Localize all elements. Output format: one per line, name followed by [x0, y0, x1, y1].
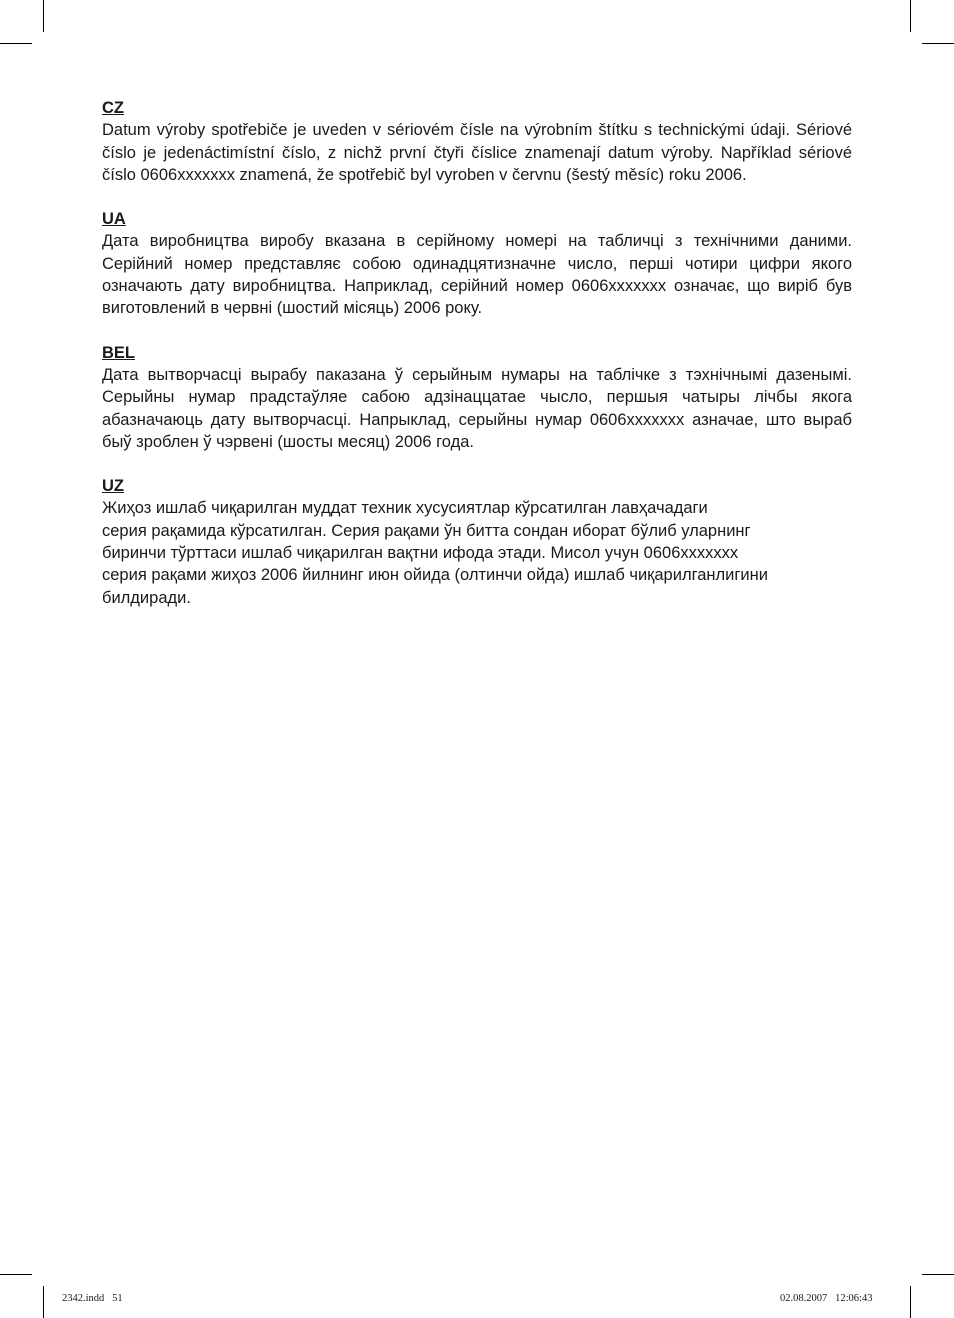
crop-mark-bottom-left-horizontal	[0, 1274, 32, 1275]
crop-mark-top-left-horizontal	[0, 43, 32, 44]
section-bel	[102, 342, 852, 453]
footer-date-time: 02.08.2007 12:06:43	[780, 1293, 873, 1304]
crop-mark-top-right-horizontal	[922, 43, 954, 44]
section-cz	[102, 97, 852, 186]
crop-mark-bottom-right-horizontal	[922, 1274, 954, 1275]
section-heading: UA	[102, 210, 126, 229]
section-heading: CZ	[102, 99, 124, 117]
section-uz	[102, 475, 852, 609]
section-body: Datum výroby spotřebiče je uveden v sériovém čísle na výrobním štítku s technickými údaji. Sériové číslo je jedenáctimístní číslo, z nichž první čtyři číslice znamenají datum výroby. Například sériové číslo 0606xxxxxxx znamená, že spotřebič byl vyroben v červnu (šestý měsíc) roku 2006.	[102, 121, 852, 184]
page-content	[102, 97, 852, 631]
crop-mark-top-left-vertical	[43, 0, 44, 32]
crop-mark-bottom-left-vertical	[43, 1286, 44, 1318]
crop-mark-top-right-vertical	[910, 0, 911, 32]
section-body: Дата вытворчасці вырабу паказана ў серыйным нумары на таблічке з тэхнічнымі дазенымі. Серыйны нумар прадстаўляе сабою адзінаццатае чысло, першыя чатыры лічбы якога абазначаюць дату вытворчасці. Напрыклад, серыйны нумар 0606xxxxxxx азначае, што выраб быў зроблен ў чэрвені (шосты месяц) 2006 года.	[102, 365, 852, 451]
section-body: Жиҳоз ишлаб чиқарилган муддат техник хусусиятлар кўрсатилган лавҳачадаги серия рақамида кўрсатилган. Серия рақами ўн битта сондан иборат бўлиб уларнинг биринчи тўрттаси ишлаб чиқарилган вақтни ифода этади. Мисол учун 0606xxxxxxx серия рақами жиҳоз 2006 йилнинг июн ойида (олтинчи ойда) ишлаб чиқарилганлигини билдиради.	[102, 499, 768, 607]
footer-file-info: 2342.indd 51	[62, 1293, 123, 1304]
section-heading: UZ	[102, 477, 124, 496]
section-ua	[102, 208, 852, 319]
crop-mark-bottom-right-vertical	[910, 1286, 911, 1318]
section-body: Дата виробництва виробу вказана в серійному номері на табличці з технічними даними. Серійний номер представляє собою одинадцятизначне число, перші чотири цифри якого означають дату виробництва. Наприклад, серійний номер 0606xxxxxxx означає, що виріб був виготовлений в червні (шостий місяць) 2006 року.	[102, 232, 852, 318]
section-heading: BEL	[102, 343, 135, 362]
